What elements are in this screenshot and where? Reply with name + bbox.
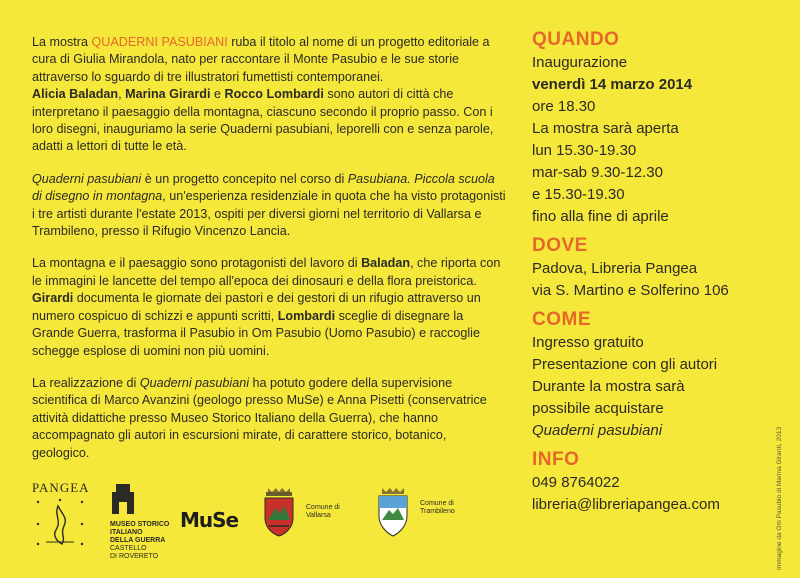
text: La realizzazione di: [32, 375, 140, 390]
text: ruba il titolo al nome di un progetto editoriale a cura di Giulia Mirandola, nato per raccontare il Monte Pasubio e le sue storie attraverso lo sguardo di tre illustratori fumettisti contemporanei.: [32, 35, 490, 84]
vallarsa-crest-icon: [260, 486, 298, 538]
info-line-italic: Quaderni pasubiani: [532, 422, 663, 439]
info-line: Durante la mostra sarà: [532, 378, 685, 395]
info-line: Padova, Libreria Pangea: [532, 260, 698, 277]
pangea-emblem-icon: [32, 496, 88, 548]
author-name: Baladan: [361, 256, 411, 271]
info-line: lun 15.30-19.30: [532, 142, 637, 159]
description-column: [32, 34, 507, 477]
section-dove: [532, 234, 782, 302]
vallarsa-text: [306, 504, 340, 520]
trambileno-crest-icon: [374, 486, 412, 538]
pangea-logo: [32, 480, 92, 552]
vallarsa-logo: [260, 486, 360, 556]
text: , che riporta con le immagini le lancette del tempo all'epoca dei dinosauri e della flora preistorica.: [32, 256, 501, 288]
info-line: mar-sab 9.30-12.30: [532, 164, 663, 181]
paragraph-authors: [32, 255, 507, 359]
info-column: [532, 28, 782, 522]
logo-line: Comune di: [306, 504, 340, 511]
logo-line: Comune di: [420, 500, 454, 507]
text: sceglie di disegnare la Grande Guerra, trasforma il Pasubio in Om Pasubio (Uomo Pasubio) e raccoglie schegge esplose di uomini non più uomini.: [32, 308, 480, 358]
image-credit: Immagine da Om Pasubio di Marina Girardi, 2013: [776, 426, 783, 570]
text-italic: Quaderni pasubiani: [139, 375, 250, 390]
info-line: La mostra sarà aperta: [532, 120, 679, 137]
text-italic: Quaderni pasubiani: [32, 171, 142, 186]
paragraph-project: [32, 171, 507, 241]
author-name: Lombardi: [277, 308, 336, 323]
info-line: via S. Martino e Solferino 106: [532, 282, 729, 299]
sponsor-logos: [32, 480, 512, 560]
castle-icon: [110, 482, 136, 516]
info-line: Presentazione con gli autori: [532, 356, 718, 373]
text: e: [210, 87, 225, 102]
exhibition-title: QUADERNI PASUBIANI: [91, 35, 228, 49]
logo-line: DELLA GUERRA: [110, 537, 166, 544]
info-line: fino alla fine di aprile: [532, 208, 669, 225]
pangea-logo-text: PANGEA: [32, 480, 90, 495]
email-link[interactable]: libreria@libreriapangea.com: [532, 496, 720, 513]
museo-guerra-text: [110, 521, 180, 561]
text-italic: Pasubiana. Piccola scuola di disegno in montagna: [32, 171, 495, 204]
logo-line: Vallarsa: [306, 512, 331, 519]
section-info: [532, 448, 782, 516]
trambileno-logo: [374, 486, 484, 556]
phone-number[interactable]: 049 8764022: [532, 474, 620, 491]
text: documenta le giornate dei pastori e dei gestori di un rifugio attraverso un numero cospicuo di schizzi e appunti scritti,: [32, 291, 481, 323]
muse-logo-text: MuSe: [180, 508, 239, 532]
logo-line: Trambileno: [420, 508, 455, 515]
info-line: e 15.30-19.30: [532, 186, 625, 203]
author-name: Girardi: [32, 291, 74, 306]
logo-line: DI ROVERETO: [110, 553, 159, 560]
text: La montagna e il paesaggio sono protagonisti del lavoro di: [32, 256, 362, 271]
heading-come: COME: [532, 309, 591, 330]
info-line: ore 18.30: [532, 98, 596, 115]
logo-line: CASTELLO: [110, 545, 147, 552]
text: ,: [118, 87, 126, 102]
section-come: [532, 308, 782, 442]
museo-guerra-logo: [110, 482, 180, 560]
logo-line: ITALIANO: [110, 529, 143, 536]
info-line: Ingresso gratuito: [532, 334, 644, 351]
info-line: possibile acquistare: [532, 400, 664, 417]
text: ha potuto godere della supervisione scientifica di Marco Avanzini (geologo presso MuSe) e Anna Pisetti (conservatrice attività didattiche presso Museo Storico Italiano della Guerra), che hanno accompagnato gli autori in escursioni mirate, di carattere storico, botanico, geologico.: [32, 375, 487, 460]
text: La mostra: [32, 35, 92, 49]
heading-quando: QUANDO: [532, 29, 620, 50]
section-quando: [532, 28, 782, 228]
heading-dove: DOVE: [532, 235, 588, 256]
paragraph-intro: [32, 34, 507, 156]
info-line: Inaugurazione: [532, 54, 628, 71]
logo-line: MUSEO STORICO: [110, 521, 170, 528]
trambileno-text: [420, 500, 455, 516]
opening-date: venerdì 14 marzo 2014: [532, 76, 693, 93]
author-name: Rocco Lombardi: [224, 87, 324, 102]
text: sono autori di città che interpretano il paesaggio della montagna, ciascuno secondo il proprio passo. Con i loro disegni, inauguriamo la serie Quaderni pasubiani, leporelli con e senza parole, adatti a lettori di tutte le età.: [32, 87, 494, 154]
text: , un'esperienza residenziale in quota che ha visto protagonisti i tre artisti durante l'estate 2013, ospiti per diversi giorni nel territorio di Vallarsa e Trambileno, presso il Rifugio Vincenzo Lancia.: [32, 189, 506, 239]
author-name: Alicia Baladan: [32, 87, 119, 102]
author-name: Marina Girardi: [125, 87, 211, 102]
heading-info: INFO: [532, 449, 580, 470]
paragraph-supervision: [32, 375, 507, 462]
text: è un progetto concepito nel corso di: [141, 171, 348, 186]
muse-logo: [180, 508, 240, 532]
